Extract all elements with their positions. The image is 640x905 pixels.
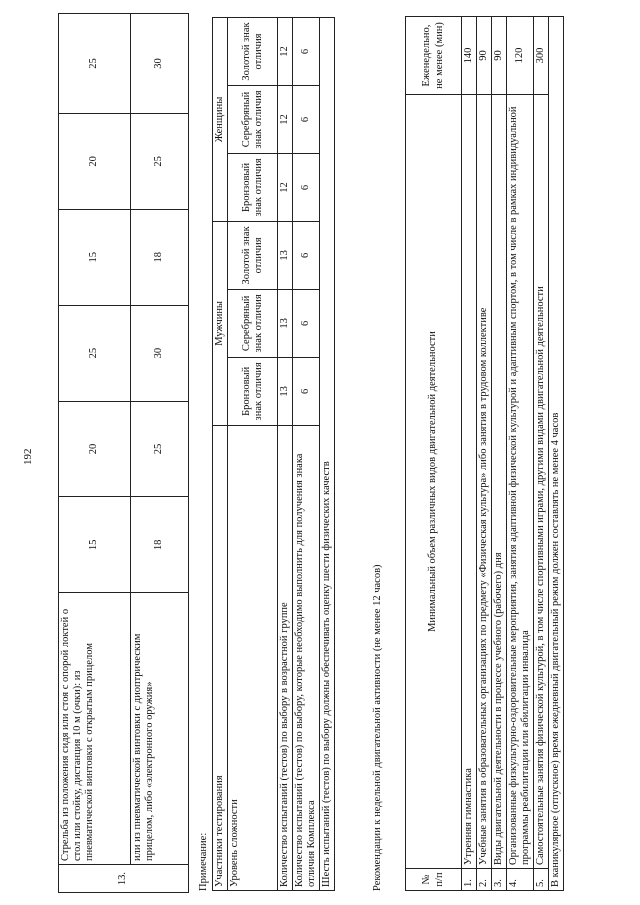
table-cell: 140	[462, 17, 477, 95]
col-name-header: Минимальный объем различных видов двигательной деятельности	[406, 95, 462, 869]
row-label: или из пневматической винтовки с диоптрическим прицелом, либо «электронного оружия»	[131, 593, 189, 865]
table-cell: 13	[278, 357, 293, 425]
row-number: 1.	[462, 869, 477, 891]
badge-header: Золотой знак отличия	[228, 221, 278, 289]
badge-header: Бронзовый знак отличия	[228, 357, 278, 425]
table-cell: 25	[131, 401, 189, 497]
table-cell: 13	[278, 289, 293, 357]
table-row	[320, 18, 335, 891]
table-cell: 18	[131, 209, 189, 305]
table-row	[228, 18, 278, 891]
activity-table	[405, 16, 564, 891]
table-cell: 6	[293, 153, 320, 221]
table-row	[293, 18, 320, 891]
badge-header: Бронзовый знак отличия	[228, 153, 278, 221]
row-label: Учебные занятия в образовательных организациях по предмету «Физическая культура» либо занятия в трудовом коллективе	[477, 95, 492, 869]
table-cell: 20	[59, 401, 131, 497]
table-cell: 12	[278, 18, 293, 86]
activity-footer: В каникулярное (отпускное) время ежедневный двигательный режим должен составлять не менее 4 часов	[549, 17, 564, 891]
row-number: 2.	[477, 869, 492, 891]
women-header: Женщины	[213, 18, 228, 222]
table-row	[492, 17, 507, 891]
table-row	[549, 17, 564, 891]
top-table	[58, 13, 189, 893]
table-cell: 6	[293, 221, 320, 289]
table-row	[59, 14, 131, 893]
table-row	[507, 17, 534, 891]
row-label: Стрельба из положения сидя или стоя с опорой локтей о стол или стойку, дистанция 10 м (очки): из пневматической винтовки с открытым прицелом	[59, 593, 131, 865]
row-number: 5.	[534, 869, 549, 891]
row-label: Виды двигательной деятельности в процессе учебного (рабочего) дня	[492, 95, 507, 869]
level-label: Уровень сложности	[228, 425, 278, 890]
table-cell: 90	[477, 17, 492, 95]
table-cell: 13	[278, 221, 293, 289]
badge-header: Золотой знак отличия	[228, 18, 278, 86]
table-row	[406, 17, 462, 891]
recommendations-title: Рекомендации к недельной двигательной активности (не менее 12 часов)	[372, 564, 383, 891]
table-cell: 30	[131, 14, 189, 114]
table-cell: 12	[278, 85, 293, 153]
row-label: Количество испытаний (тестов) по выбору, которые необходимо выполнить для получения знака отличия Комплекса	[293, 425, 320, 890]
col-no-header: № п/п	[406, 869, 462, 891]
table-cell: 25	[131, 113, 189, 209]
table-row	[278, 18, 293, 891]
row-label: Утренняя гимнастика	[462, 95, 477, 869]
men-header: Мужчины	[213, 221, 228, 425]
table-row	[477, 17, 492, 891]
row-label: Организованные физкультурно-оздоровительные мероприятия, занятия адаптивной физической культурой и адаптивным спортом, в том числе в рамках индивидуальной программы реабилитации или абилитации инвалида	[507, 95, 534, 869]
table-cell: 15	[59, 497, 131, 593]
note-footer: Шесть испытаний (тестов) по выбору должны обеспечивать оценку шести физических качеств	[320, 18, 335, 891]
row-number: 3.	[492, 869, 507, 891]
table-cell: 300	[534, 17, 549, 95]
table-cell: 6	[293, 85, 320, 153]
col-weekly-header: Еженедельно, не менее (мин)	[406, 17, 462, 95]
table-cell: 6	[293, 357, 320, 425]
table-cell: 6	[293, 18, 320, 86]
table-cell: 6	[293, 289, 320, 357]
row-number: 13.	[59, 865, 189, 893]
table-cell: 12	[278, 153, 293, 221]
table-cell: 20	[59, 113, 131, 209]
table-row	[131, 14, 189, 893]
participants-label: Участники тестирования	[213, 425, 228, 890]
badge-header: Серебряный знак отличия	[228, 85, 278, 153]
table-cell: 25	[59, 305, 131, 401]
table-cell: 90	[492, 17, 507, 95]
table-cell: 18	[131, 497, 189, 593]
table-cell: 30	[131, 305, 189, 401]
row-number: 4.	[507, 869, 534, 891]
badge-header: Серебряный знак отличия	[228, 289, 278, 357]
table-cell: 25	[59, 14, 131, 114]
row-label: Количество испытаний (тестов) по выбору в возрастной группе	[278, 425, 293, 890]
table-row	[462, 17, 477, 891]
note-table	[212, 17, 335, 891]
table-cell: 15	[59, 209, 131, 305]
note-label: Примечание:	[198, 832, 209, 891]
row-label: Самостоятельные занятия физической культурой, в том числе спортивными играми, другими видами двигательной деятельности	[534, 95, 549, 869]
page-number: 192	[22, 448, 34, 465]
table-cell: 120	[507, 17, 534, 95]
table-row	[213, 18, 228, 891]
table-row	[534, 17, 549, 891]
